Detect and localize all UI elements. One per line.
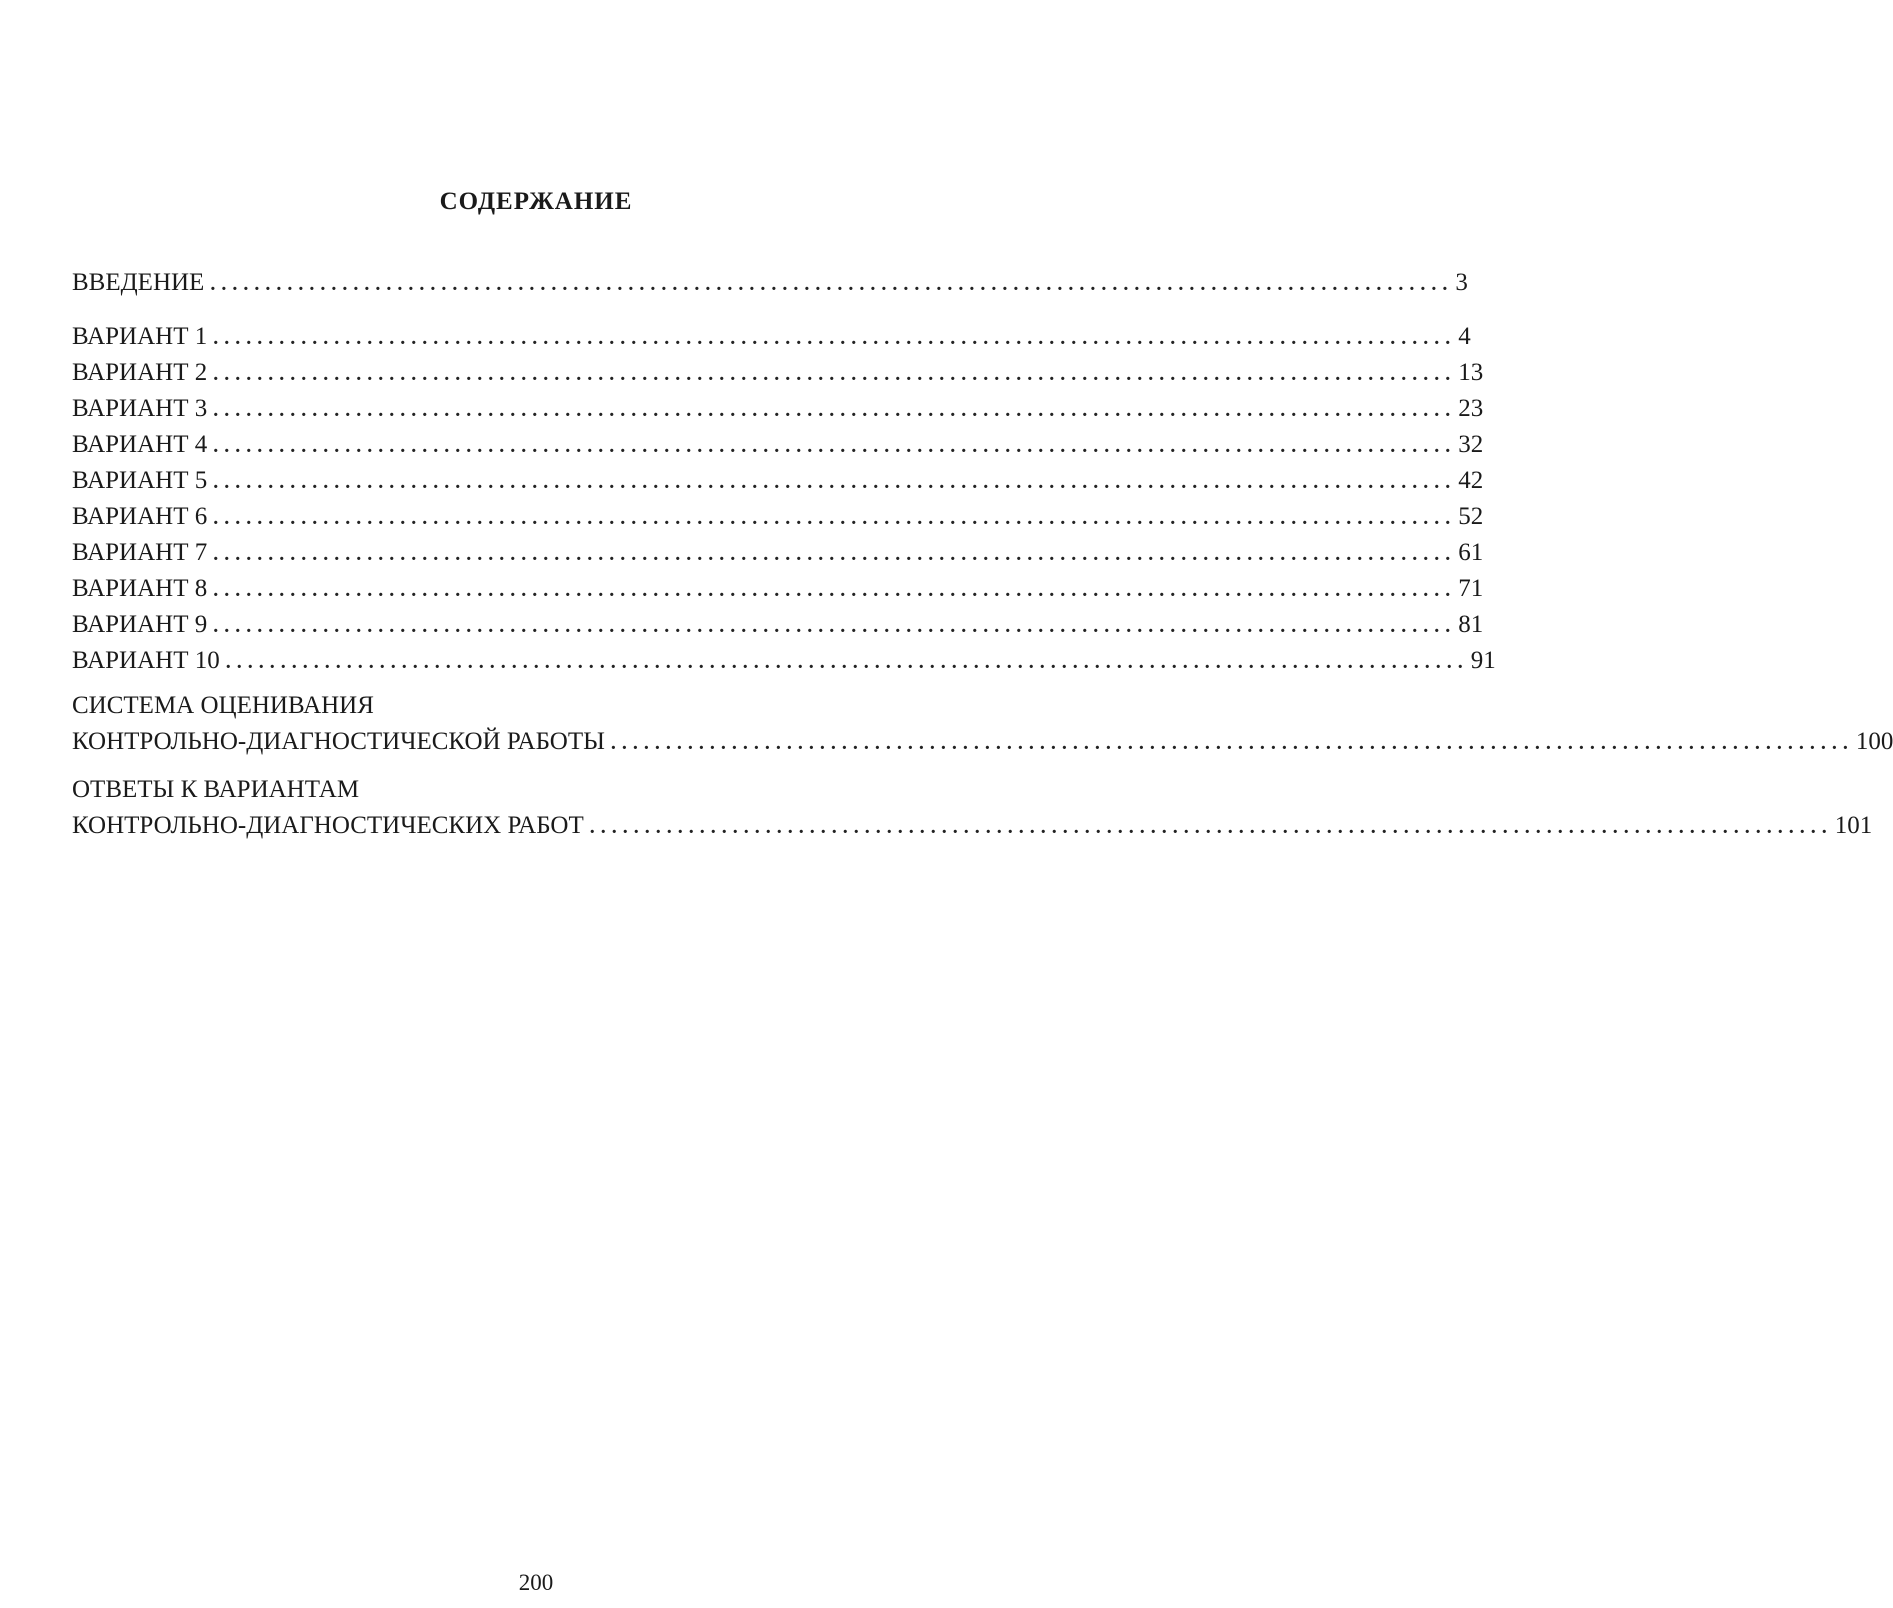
toc-entry-label: ВВЕДЕНИЕ	[72, 269, 205, 296]
toc-entry-label: ВАРИАНТ 8	[72, 575, 208, 602]
toc-entry-variant-5	[72, 466, 1484, 497]
toc-entry-page: 4	[1458, 323, 1471, 350]
toc-entry-variant-4	[72, 430, 1484, 461]
toc-entry-label: КОНТРОЛЬНО-ДИАГНОСТИЧЕСКОЙ РАБОТЫ	[72, 728, 605, 755]
toc-entry-assessment	[72, 727, 1893, 758]
toc-entry-label: ВАРИАНТ 4	[72, 431, 208, 458]
page-title: СОДЕРЖАНИЕ	[439, 188, 633, 215]
toc-entry-variant-9	[72, 610, 1484, 641]
toc-leader-dots: .................................................................................................................	[213, 507, 1457, 529]
toc-entry-label: ВАРИАНТ 1	[72, 323, 208, 350]
toc-leader-dots: .................................................................................................................	[213, 435, 1457, 457]
toc-leader-dots: .................................................................................................................	[610, 732, 1854, 754]
toc-entry-page: 32	[1458, 431, 1484, 458]
toc-entry-variant-8	[72, 574, 1484, 605]
toc-entry-variant-7	[72, 538, 1484, 569]
toc-leader-dots: .................................................................................................................	[213, 399, 1457, 421]
toc-entry-page: 91	[1470, 647, 1496, 674]
toc-leader-dots: .................................................................................................................	[213, 615, 1457, 637]
toc-entry-introduction	[72, 268, 1468, 299]
toc-entry-label: ВАРИАНТ 3	[72, 395, 208, 422]
toc-leader-dots: .................................................................................................................	[213, 327, 1457, 349]
toc-entry-answers	[72, 811, 1873, 842]
toc-entry-page: 42	[1458, 467, 1484, 494]
toc-leader-dots: .................................................................................................................	[213, 471, 1457, 493]
toc-entry-variant-1	[72, 322, 1471, 353]
toc-entry-variant-6	[72, 502, 1484, 533]
toc-leader-dots: .................................................................................................................	[213, 543, 1457, 565]
toc-entry-label: ВАРИАНТ 7	[72, 539, 208, 566]
toc-leader-dots: .................................................................................................................	[589, 816, 1833, 838]
toc-entry-label: ВАРИАНТ 5	[72, 467, 208, 494]
toc-entry-variant-3	[72, 394, 1484, 425]
toc-entry-page: 61	[1458, 539, 1484, 566]
toc-entry-page: 23	[1458, 395, 1484, 422]
toc-entry-variant-2	[72, 358, 1484, 389]
toc-entry-page: 71	[1458, 575, 1484, 602]
toc-entry-variant-10	[72, 646, 1496, 677]
toc-leader-dots: .................................................................................................................	[210, 273, 1454, 295]
toc-entry-assessment-line1: СИСТЕМА ОЦЕНИВАНИЯ	[72, 692, 374, 719]
toc-entry-label: ВАРИАНТ 9	[72, 611, 208, 638]
toc-entry-label: КОНТРОЛЬНО-ДИАГНОСТИЧЕСКИХ РАБОТ	[72, 812, 584, 839]
toc-entry-page: 52	[1458, 503, 1484, 530]
toc-entry-page: 13	[1458, 359, 1484, 386]
toc-entry-page: 3	[1455, 269, 1468, 296]
toc-entry-page: 100	[1855, 728, 1893, 755]
toc-entry-label: ВАРИАНТ 2	[72, 359, 208, 386]
toc-leader-dots: .................................................................................................................	[213, 363, 1457, 385]
toc-entry-page: 101	[1834, 812, 1873, 839]
toc-entry-answers-line1: ОТВЕТЫ К ВАРИАНТАМ	[72, 776, 360, 803]
page-number: 200	[518, 1570, 554, 1595]
toc-entry-label: ВАРИАНТ 6	[72, 503, 208, 530]
toc-leader-dots: .................................................................................................................	[213, 579, 1457, 601]
toc-entry-page: 81	[1458, 611, 1484, 638]
toc-leader-dots: .................................................................................................................	[225, 651, 1469, 673]
toc-entry-label: ВАРИАНТ 10	[72, 647, 220, 674]
